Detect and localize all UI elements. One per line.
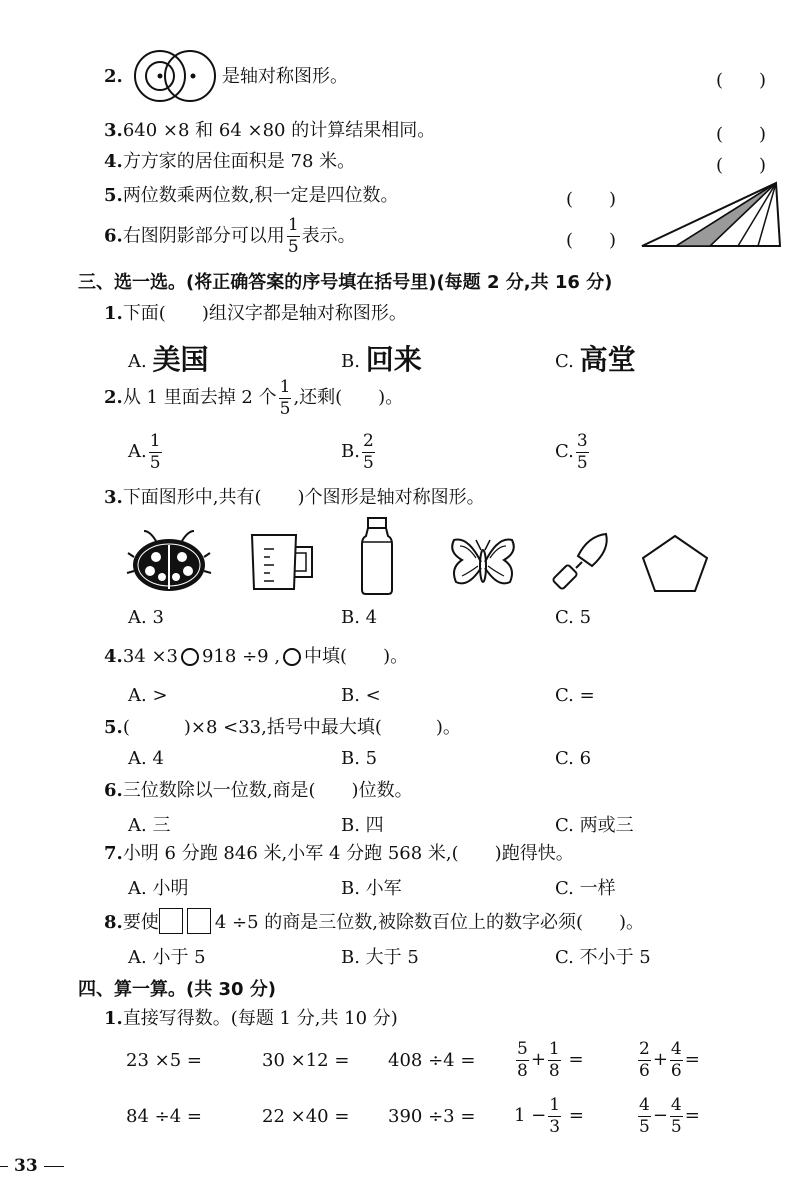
section4-title: 四、算一算。(共 30 分) (78, 979, 277, 1000)
tf-q3: 3.640 ×8 和 64 ×80 的计算结果相同。 (104, 120, 436, 141)
s3-q5: 5.( )×8 <33,括号中最大填( )。 (104, 717, 461, 738)
section3-title: 三、选一选。(将正确答案的序号填在括号里)(每题 2 分,共 16 分) (78, 272, 613, 293)
s3-q1-option-a[interactable]: A. 美国 (128, 343, 209, 376)
tf-q5-answer-paren[interactable]: ( ) (566, 189, 617, 210)
calc-r2-c5: $\frac{4}{5}$ − $\frac{4}{5}$ = (639, 1094, 700, 1137)
s3-q2: 2.从 1 里面去掉 2 个 $\frac{1}{5}$ ,还剩( )。 (104, 376, 404, 419)
tf-q5: 5.两位数乘两位数,积一定是四位数。 (104, 185, 399, 206)
s3-q2-option-c[interactable]: C. $\frac{3}{5}$ (555, 430, 588, 473)
bottle-icon (358, 516, 396, 596)
s3-q3-option-c[interactable]: C. 5 (555, 607, 592, 628)
s3-q7-option-b[interactable]: B. 小军 (341, 878, 402, 899)
tf-q4: 4.方方家的居住面积是 78 米。 (104, 151, 356, 172)
s3-q1: 1.下面( )组汉字都是轴对称图形。 (104, 303, 407, 324)
s3-q5-option-a[interactable]: A. 4 (128, 748, 164, 769)
s3-q7: 7.小明 6 分跑 846 米,小军 4 分跑 568 米,( )跑得快。 (104, 843, 574, 864)
s4-q1: 1.直接写得数。(每题 1 分,共 10 分) (104, 1008, 398, 1029)
calc-r1-c1: 23 ×5 = (126, 1050, 202, 1071)
s3-q7-option-a[interactable]: A. 小明 (128, 878, 189, 899)
s3-q6-option-b[interactable]: B. 四 (341, 815, 384, 836)
s3-q4-option-c[interactable]: C. = (555, 685, 595, 706)
s3-q7-option-c[interactable]: C. 一样 (555, 878, 616, 899)
blank-circle-icon[interactable] (181, 648, 199, 666)
trowel-icon (548, 530, 614, 594)
triangle-shaded-figure (640, 180, 784, 250)
calc-r1-c5: $\frac{2}{6}$ + $\frac{4}{6}$ = (639, 1038, 700, 1081)
tf-q4-answer-paren[interactable]: ( ) (716, 155, 767, 176)
s3-q3-option-a[interactable]: A. 3 (128, 607, 164, 628)
calc-r2-c3: 390 ÷3 = (388, 1106, 476, 1127)
s3-q3-option-b[interactable]: B. 4 (341, 607, 378, 628)
calc-r2-c2: 22 ×40 = (262, 1106, 350, 1127)
s3-q8-option-c[interactable]: C. 不小于 5 (555, 947, 651, 968)
s3-q5-option-c[interactable]: C. 6 (555, 748, 592, 769)
tf-q2-answer-paren[interactable]: ( ) (716, 70, 767, 91)
page-number: 33 (14, 1156, 38, 1176)
s3-q8-option-b[interactable]: B. 大于 5 (341, 947, 419, 968)
footer-dash-left (0, 1166, 8, 1167)
butterfly-icon (448, 534, 518, 592)
s3-q1-option-b[interactable]: B. 回来 (341, 343, 422, 376)
blank-box-tens[interactable] (187, 908, 211, 934)
s3-q8-option-a[interactable]: A. 小于 5 (128, 947, 206, 968)
s3-q2-option-a[interactable]: A. $\frac{1}{5}$ (128, 430, 161, 473)
measuring-cup-icon (246, 531, 320, 593)
pentagon-icon (640, 533, 710, 593)
calc-r1-c2: 30 ×12 = (262, 1050, 350, 1071)
s3-q4-option-b[interactable]: B. < (341, 685, 381, 706)
tf-q6-answer-paren[interactable]: ( ) (566, 230, 617, 251)
s3-q5-option-b[interactable]: B. 5 (341, 748, 378, 769)
tf-q2-text: 是轴对称图形。 (222, 66, 348, 87)
calc-r1-c4: $\frac{5}{8}$ + $\frac{1}{8}$ = (517, 1038, 584, 1081)
ladybug-icon (126, 527, 212, 593)
s3-q3: 3.下面图形中,共有( )个图形是轴对称图形。 (104, 487, 485, 508)
footer-dash-right (44, 1166, 64, 1167)
s3-q2-option-b[interactable]: B. $\frac{2}{5}$ (341, 430, 374, 473)
tf-q3-answer-paren[interactable]: ( ) (716, 124, 767, 145)
concentric-circles-figure (130, 48, 216, 104)
s3-q8: 8.要使 4 ÷5 的商是三位数,被除数百位上的数字必须( )。 (104, 908, 644, 934)
calc-r2-c4: 1 − $\frac{1}{3}$ = (514, 1094, 584, 1137)
calc-r2-c1: 84 ÷4 = (126, 1106, 202, 1127)
s3-q1-option-c[interactable]: C. 高堂 (555, 343, 636, 376)
tf-q6: 6.右图阴影部分可以用 $\frac{1}{5}$ 表示。 (104, 215, 356, 257)
s3-q6: 6.三位数除以一位数,商是( )位数。 (104, 780, 413, 801)
blank-box-hundreds[interactable] (159, 908, 183, 934)
s3-q4-option-a[interactable]: A. > (128, 685, 168, 706)
s3-q6-option-a[interactable]: A. 三 (128, 815, 171, 836)
s3-q4: 4.34 ×3 918 ÷9 , 中填( )。 (104, 646, 409, 667)
tf-q2: 2. (104, 66, 123, 87)
blank-circle-icon (283, 648, 301, 666)
s3-q6-option-c[interactable]: C. 两或三 (555, 815, 634, 836)
calc-r1-c3: 408 ÷4 = (388, 1050, 476, 1071)
